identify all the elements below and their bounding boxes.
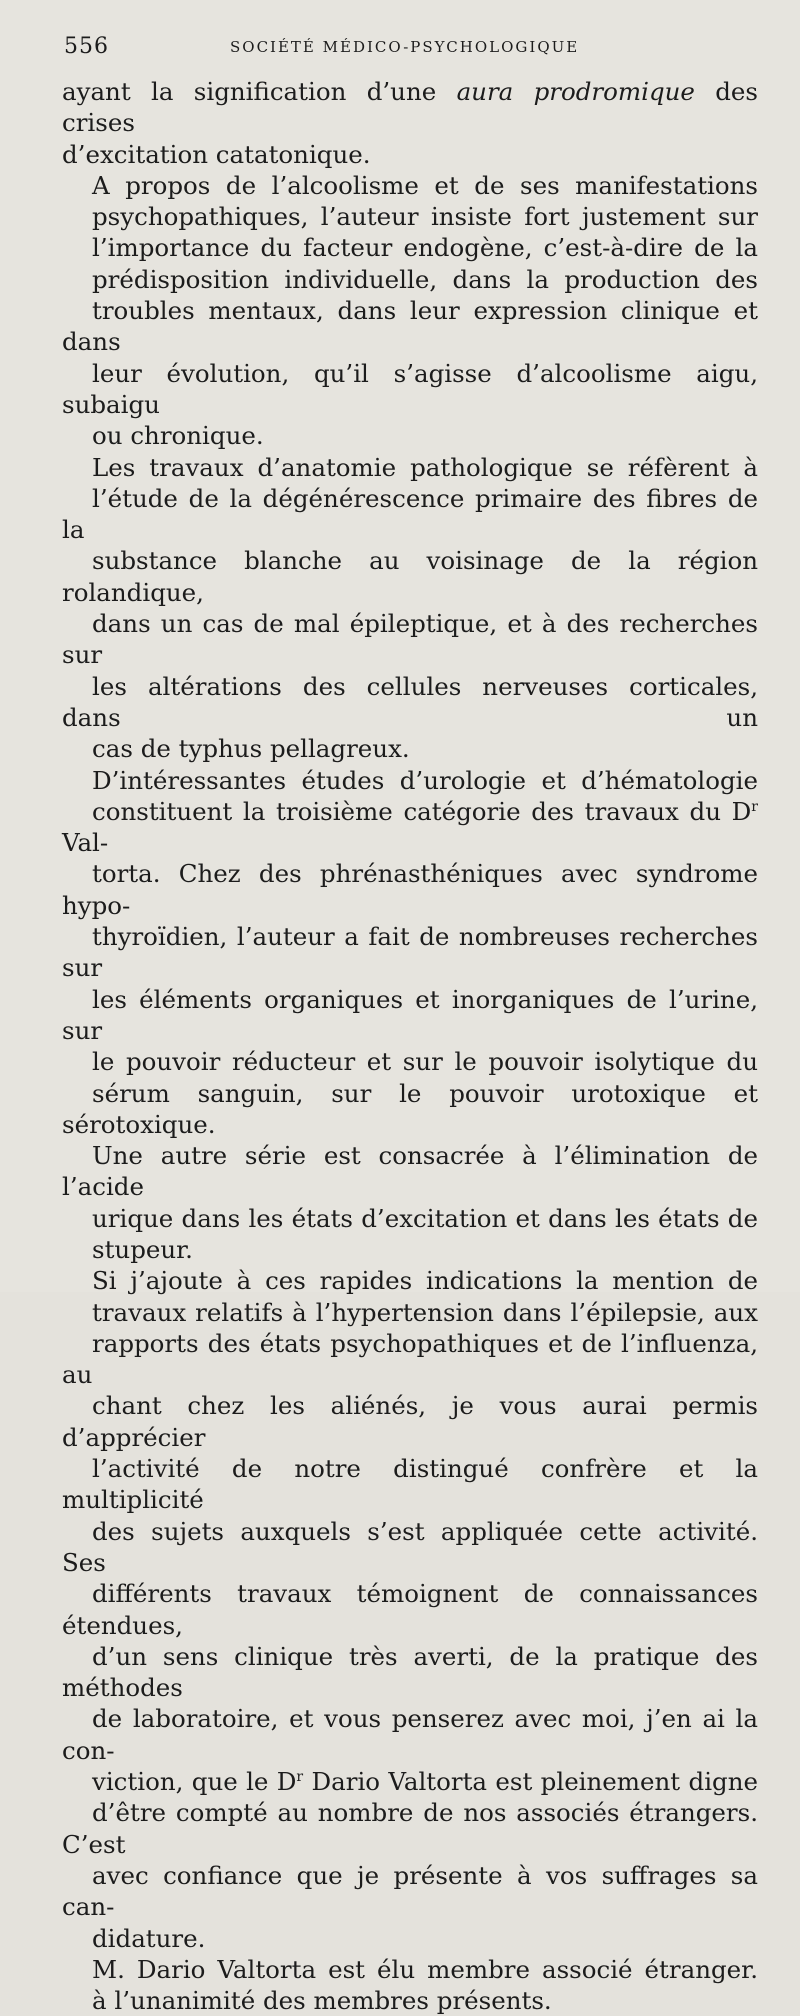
text-line: urique dans les états d’excitation et dans les états de: [92, 1203, 758, 1233]
text-line: de laboratoire, et vous penserez avec moi, j’en ai la con-: [62, 1704, 758, 1765]
text-line: d’être compté au nombre de nos associés étrangers. C’est: [62, 1798, 758, 1859]
paragraph: [62, 1954, 758, 2016]
text-line: psychopathiques, l’auteur insiste fort justement sur: [92, 202, 758, 232]
text-line: [62, 796, 758, 859]
text-segment: viction, que le D: [92, 1767, 297, 1797]
text-line: les éléments organiques et inorganiques de l’urine, sur: [62, 984, 758, 1045]
text-line: substance blanche au voisinage de la région rolandique,: [62, 546, 758, 607]
text-line: l’importance du facteur endogène, c’est-à-dire de la: [92, 233, 758, 263]
text-line: des sujets auxquels s’est appliquée cette activité. Ses: [62, 1516, 758, 1577]
text-line: stupeur.: [92, 1234, 193, 1264]
text-line: l’activité de notre distingué confrère et la multiplicité: [62, 1454, 758, 1515]
text-line: l’étude de la dégénérescence primaire des fibres de la: [62, 483, 758, 545]
text-line: leur évolution, qu’il s’agisse d’alcoolisme aigu, subaigu: [62, 358, 758, 419]
text-line: [62, 1766, 758, 1797]
text-line: torta. Chez des phrénasthéniques avec syndrome hypo-: [62, 859, 758, 920]
paragraph: [62, 765, 758, 1266]
text-line: sérum sanguin, sur le pouvoir urotoxique et sérotoxique.: [62, 1078, 758, 1139]
text-segment: Dario Valtorta est pleinement digne: [303, 1767, 758, 1797]
paragraph: [62, 170, 758, 452]
text-line: M. Dario Valtorta est élu membre associé étranger.: [92, 1954, 758, 1984]
text-segment: ayant la signification d’une: [62, 77, 457, 106]
text-segment: des crises: [62, 77, 759, 138]
text-line: à l’unanimité des membres présents.: [92, 1986, 552, 2016]
superscript: r: [296, 1769, 304, 1786]
text-line: différents travaux témoignent de connaissances étendues,: [62, 1579, 758, 1640]
text-line: dans un cas de mal épileptique, et à des recherches sur: [62, 609, 758, 670]
paragraph: [62, 452, 758, 765]
italic-phrase: aura prodromique: [456, 77, 695, 106]
text-line: troubles mentaux, dans leur expression clinique et dans: [62, 296, 758, 357]
text-line: rapports des états psychopathiques et de l’influenza, au: [62, 1328, 758, 1390]
running-head: SOCIÉTÉ MÉDICO-PSYCHOLOGIQUE: [230, 38, 580, 56]
text-line: [62, 76, 758, 139]
text-line: Si j’ajoute à ces rapides indications la mention de: [92, 1266, 758, 1296]
text-line: les altérations des cellules nerveuses corticales, dans un: [62, 671, 758, 732]
text-segment: Val-: [62, 828, 109, 858]
paragraph: [62, 1265, 758, 1954]
text-line: avec confiance que je présente à vos suffrages sa can-: [62, 1860, 758, 1922]
text-line: d’excitation catatonique.: [62, 139, 371, 169]
text-line: d’un sens clinique très averti, de la pratique des méthodes: [62, 1641, 758, 1703]
text-line: D’intéressantes études d’urologie et d’hématologie: [92, 765, 758, 795]
superscript: r: [751, 798, 758, 815]
text-line: ou chronique.: [92, 421, 264, 451]
text-line: didature.: [92, 1923, 206, 1953]
page-number: 556: [64, 34, 109, 59]
text-line: A propos de l’alcoolisme et de ses manifestations: [92, 170, 758, 200]
text-line: Les travaux d’anatomie pathologique se réfèrent à: [92, 452, 758, 482]
text-segment: constituent la troisième catégorie des travaux du D: [92, 796, 752, 826]
paragraph: [62, 76, 758, 170]
text-line: thyroïdien, l’auteur a fait de nombreuses recherches sur: [62, 922, 758, 983]
text-line: chant chez les aliénés, je vous aurai permis d’apprécier: [62, 1391, 758, 1452]
text-line: cas de typhus pellagreux.: [92, 734, 410, 764]
text-line: le pouvoir réducteur et sur le pouvoir isolytique du: [92, 1047, 758, 1077]
body-text: [62, 76, 758, 2016]
text-line: prédisposition individuelle, dans la production des: [92, 264, 758, 294]
text-line: Une autre série est consacrée à l’élimination de l’acide: [62, 1141, 758, 1202]
text-line: travaux relatifs à l’hypertension dans l’épilepsie, aux: [92, 1297, 758, 1327]
